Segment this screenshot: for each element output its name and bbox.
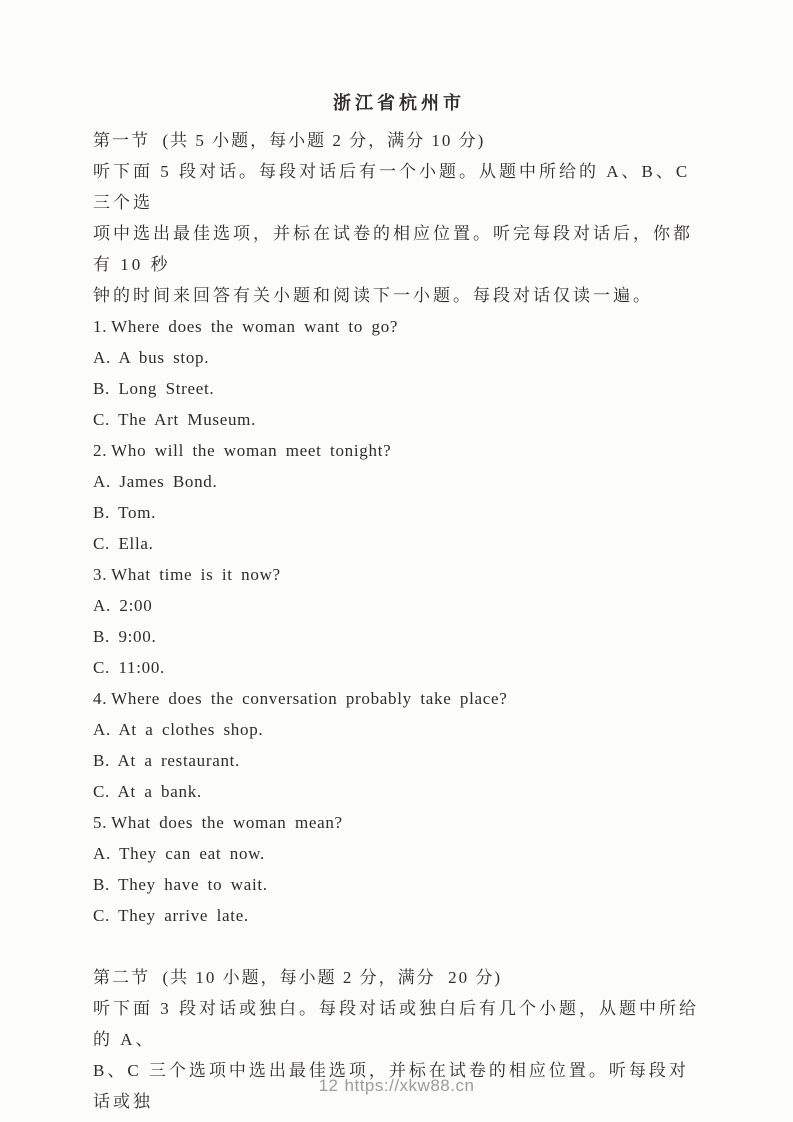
question-2-text: Who will the woman meet tonight? bbox=[111, 441, 392, 460]
question-1-number: 1. bbox=[93, 317, 108, 336]
page-title: 浙江省杭州市 bbox=[333, 93, 465, 113]
question-1-option-c: C. The Art Museum. bbox=[93, 410, 257, 429]
question-1-option-a: A. A bus stop. bbox=[93, 348, 210, 367]
question-2-number: 2. bbox=[93, 441, 108, 460]
page-footer bbox=[0, 1076, 793, 1096]
question-5-option-b: B. They have to wait. bbox=[93, 875, 268, 894]
section1-instructions-line-2: 项中选出最佳选项，并标在试卷的相应位置。听完每段对话后，你都有 10 秒 bbox=[93, 224, 693, 274]
question-3 bbox=[93, 559, 705, 590]
section2-instructions-line-2: B、C 三个选项中选出最佳选项，并标在试卷的相应位置。听每段对话或独 bbox=[93, 1061, 689, 1111]
question-5-number: 5. bbox=[93, 813, 108, 832]
question-2-option-c: C. Ella. bbox=[93, 534, 154, 553]
question-1 bbox=[93, 311, 705, 342]
question-3-option-a: A. 2:00 bbox=[93, 596, 153, 615]
question-2-option-a: A. James Bond. bbox=[93, 472, 218, 491]
question-4-option-c: C. At a bank. bbox=[93, 782, 202, 801]
question-4-number: 4. bbox=[93, 689, 108, 708]
question-3-option-c: C. 11:00. bbox=[93, 658, 165, 677]
question-3-number: 3. bbox=[93, 565, 108, 584]
section1-heading: 第一节 (共 5 小题，每小题 2 分，满分 10 分) bbox=[93, 131, 486, 150]
question-5-option-c: C. They arrive late. bbox=[93, 906, 249, 925]
question-1-option-b: B. Long Street. bbox=[93, 379, 215, 398]
footer-url: https://xkw88.cn bbox=[344, 1076, 475, 1095]
question-5-option-a: A. They can eat now. bbox=[93, 844, 265, 863]
footer-page-number: 12 bbox=[318, 1076, 339, 1095]
question-4-option-a: A. At a clothes shop. bbox=[93, 720, 264, 739]
question-4-option-b: B. At a restaurant. bbox=[93, 751, 241, 770]
question-2-option-b: B. Tom. bbox=[93, 503, 157, 522]
section1-instructions-line-3: 钟的时间来回答有关小题和阅读下一小题。每段对话仅读一遍。 bbox=[93, 286, 653, 305]
section2-heading: 第二节 (共 10 小题，每小题 2 分，满分 20 分) bbox=[93, 968, 503, 987]
section2-instructions-line-1: 听下面 3 段对话或独白。每段对话或独白后有几个小题，从题中所给的 A、 bbox=[93, 999, 699, 1049]
section1-instructions-line-1: 听下面 5 段对话。每段对话后有一个小题。从题中所给的 A、B、C 三个选 bbox=[93, 162, 698, 212]
question-3-option-b: B. 9:00. bbox=[93, 627, 157, 646]
section-1 bbox=[93, 125, 705, 931]
question-1-text: Where does the woman want to go? bbox=[111, 317, 399, 336]
question-5 bbox=[93, 807, 705, 838]
question-4 bbox=[93, 683, 705, 714]
question-4-text: Where does the conversation probably take place? bbox=[111, 689, 508, 708]
question-5-text: What does the woman mean? bbox=[111, 813, 343, 832]
question-2 bbox=[93, 435, 705, 466]
question-3-text: What time is it now? bbox=[111, 565, 281, 584]
